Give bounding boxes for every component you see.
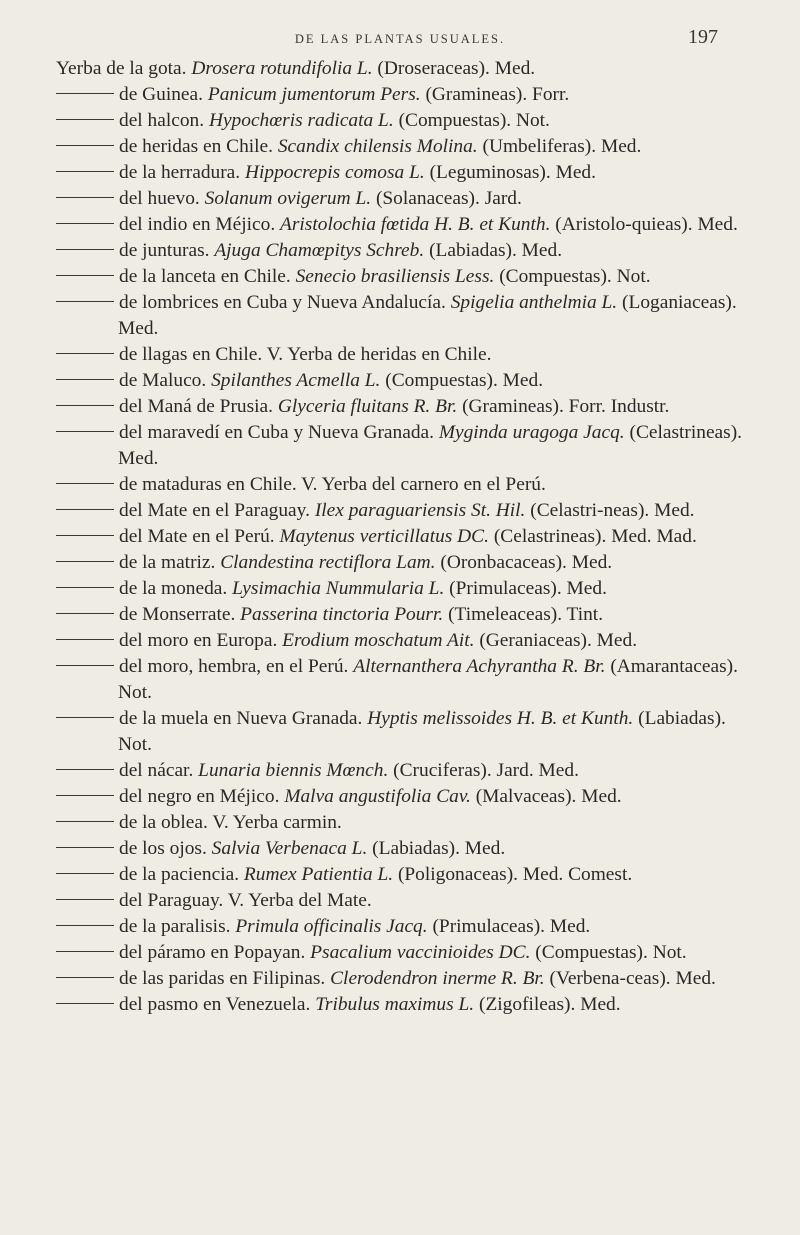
entry xyxy=(56,342,746,368)
entry-species: Hippocrepis comosa L. xyxy=(244,162,425,183)
ditto-dash xyxy=(56,249,114,250)
entry xyxy=(56,810,746,836)
entry-family-use: (Solanaceas). Jard. xyxy=(375,188,522,209)
entry-common-name: del moro, hembra, en el Perú. xyxy=(119,656,349,677)
entry-family-use: (Gramineas). Forr. xyxy=(425,84,570,105)
entry-common-name: del páramo en Popayan. xyxy=(119,942,306,963)
ditto-dash xyxy=(56,197,114,198)
entry xyxy=(56,524,746,550)
entry-common-name: de la moneda. xyxy=(119,578,228,599)
ditto-dash xyxy=(56,145,114,146)
entry-family-use: (Geraniaceas). Med. xyxy=(479,630,638,651)
entry-common-name: del negro en Méjico. xyxy=(119,786,280,807)
entry-family-use: (Umbeliferas). Med. xyxy=(482,136,642,157)
entry xyxy=(56,784,746,810)
entry-common-name: de lombrices en Cuba y Nueva Andalucía. xyxy=(119,292,446,313)
entry-family-use: (Aristolo-quieas). Med. xyxy=(555,214,738,235)
ditto-dash xyxy=(56,977,114,978)
ditto-dash xyxy=(56,899,114,900)
entry xyxy=(56,862,746,888)
entry-common-name: del Mate en el Paraguay. xyxy=(119,500,310,521)
page-number: 197 xyxy=(688,26,718,48)
entry-family-use: (Labiadas). Med. xyxy=(429,240,563,261)
entry-species: Erodium moschatum Ait. xyxy=(282,630,475,651)
entry-family-use: (Oronbacaceas). Med. xyxy=(440,552,613,573)
entry xyxy=(56,498,746,524)
entry-common-name: del pasmo en Venezuela. xyxy=(119,994,311,1015)
entry-family-use: (Zigofileas). Med. xyxy=(478,994,621,1015)
entry-common-name: del moro en Europa. xyxy=(119,630,278,651)
entry-species: Senecio brasiliensis Less. xyxy=(295,266,495,287)
entry-list xyxy=(56,56,746,1018)
entry xyxy=(56,992,746,1018)
entry-species: Ajuga Chamœpitys Schreb. xyxy=(214,240,425,261)
entry-species: Spigelia anthelmia L. xyxy=(450,292,618,313)
entry-family-use: (Leguminosas). Med. xyxy=(429,162,596,183)
entry xyxy=(56,758,746,784)
entry-family-use: (Compuestas). Not. xyxy=(499,266,651,287)
entry-common-name: de los ojos. xyxy=(119,838,207,859)
entry-species: Rumex Patientia L. xyxy=(243,864,394,885)
entry-family-use: (Celastrineas). Med. xyxy=(118,422,743,469)
ditto-dash xyxy=(56,171,114,172)
entry-family-use: (Verbena-ceas). Med. xyxy=(549,968,716,989)
entry xyxy=(56,914,746,940)
entry xyxy=(56,186,746,212)
entry-family-use: (Primulaceas). Med. xyxy=(449,578,607,599)
entry-common-name: del indio en Méjico. xyxy=(119,214,276,235)
entry-common-name: de la lanceta en Chile. xyxy=(119,266,291,287)
ditto-dash xyxy=(56,119,114,120)
entry xyxy=(56,706,746,758)
entry-common-name: de las paridas en Filipinas. xyxy=(119,968,326,989)
entry-common-name: de Monserrate. xyxy=(119,604,236,625)
entry-family-use: (Poligonaceas). Med. Comest. xyxy=(397,864,633,885)
entry-common-name: de la paciencia. xyxy=(119,864,240,885)
entry-species: Drosera rotundifolia L. xyxy=(191,58,373,79)
entry xyxy=(56,368,746,394)
entry-family-use: (Timeleaceas). Tint. xyxy=(448,604,604,625)
entry xyxy=(56,472,746,498)
entry-common-name: del Paraguay. V. Yerba del Mate. xyxy=(119,890,372,911)
ditto-dash xyxy=(56,639,114,640)
ditto-dash xyxy=(56,821,114,822)
entry-common-name: del halcon. xyxy=(119,110,205,131)
entry-species: Tribulus maximus L. xyxy=(315,994,475,1015)
entry-common-name: de la muela en Nueva Granada. xyxy=(119,708,363,729)
entry xyxy=(56,238,746,264)
entry-species: Spilanthes Acmella L. xyxy=(211,370,381,391)
ditto-dash xyxy=(56,301,114,302)
entry xyxy=(56,394,746,420)
entry xyxy=(56,628,746,654)
entry-species: Malva angustifolia Cav. xyxy=(284,786,471,807)
ditto-dash xyxy=(56,587,114,588)
ditto-dash xyxy=(56,769,114,770)
entry xyxy=(56,576,746,602)
ditto-dash xyxy=(56,873,114,874)
entry-species: Panicum jumentorum Pers. xyxy=(207,84,421,105)
ditto-dash xyxy=(56,535,114,536)
entry-species: Clandestina rectiflora Lam. xyxy=(220,552,436,573)
ditto-dash xyxy=(56,847,114,848)
entry-species: Glyceria fluitans R. Br. xyxy=(277,396,458,417)
entry-species: Clerodendron inerme R. Br. xyxy=(330,968,545,989)
ditto-dash xyxy=(56,613,114,614)
entry-species: Lysimachia Nummularia L. xyxy=(232,578,445,599)
entry-species: Solanum ovigerum L. xyxy=(204,188,372,209)
entry-common-name: de Maluco. xyxy=(119,370,207,391)
ditto-dash xyxy=(56,665,114,666)
entry-common-name: de la matriz. xyxy=(119,552,216,573)
entry-common-name: de llagas en Chile. V. Yerba de heridas en Chile. xyxy=(119,344,492,365)
entry-family-use: (Gramineas). Forr. Industr. xyxy=(462,396,670,417)
entry-common-name: del huevo. xyxy=(119,188,200,209)
ditto-dash xyxy=(56,509,114,510)
entry-common-name: del Maná de Prusia. xyxy=(119,396,274,417)
entry-species: Myginda uragoga Jacq. xyxy=(438,422,625,443)
entry xyxy=(56,888,746,914)
entry-species: Ilex paraguariensis St. Hil. xyxy=(314,500,526,521)
ditto-dash xyxy=(56,1003,114,1004)
ditto-dash xyxy=(56,379,114,380)
entry-species: Salvia Verbenaca L. xyxy=(211,838,368,859)
entry xyxy=(56,108,746,134)
entry xyxy=(56,940,746,966)
entry-common-name: del maravedí en Cuba y Nueva Granada. xyxy=(119,422,434,443)
ditto-dash xyxy=(56,483,114,484)
ditto-dash xyxy=(56,353,114,354)
entry-common-name: Yerba de la gota. xyxy=(56,58,187,79)
entry xyxy=(56,654,746,706)
ditto-dash xyxy=(56,951,114,952)
entry xyxy=(56,550,746,576)
ditto-dash xyxy=(56,795,114,796)
entry-species: Primula officinalis Jacq. xyxy=(235,916,428,937)
running-title: DE LAS PLANTAS USUALES. xyxy=(294,32,506,46)
ditto-dash xyxy=(56,223,114,224)
entry xyxy=(56,82,746,108)
entry-common-name: del Mate en el Perú. xyxy=(119,526,275,547)
entry xyxy=(56,420,746,472)
entry-species: Scandix chilensis Molina. xyxy=(277,136,478,157)
ditto-dash xyxy=(56,93,114,94)
entry-common-name: de la herradura. xyxy=(119,162,241,183)
entry-common-name: de Guinea. xyxy=(119,84,203,105)
ditto-dash xyxy=(56,405,114,406)
entry-common-name: del nácar. xyxy=(119,760,194,781)
entry-family-use: (Compuestas). Not. xyxy=(398,110,550,131)
entry-species: Passerina tinctoria Pourr. xyxy=(240,604,444,625)
entry-family-use: (Loganiaceas). Med. xyxy=(118,292,737,339)
ditto-dash xyxy=(56,431,114,432)
entry-species: Hyptis melissoides H. B. et Kunth. xyxy=(367,708,634,729)
entry xyxy=(56,836,746,862)
entry-species: Aristolochia fœtida H. B. et Kunth. xyxy=(280,214,551,235)
entry xyxy=(56,290,746,342)
entry-family-use: (Droseraceas). Med. xyxy=(377,58,536,79)
ditto-dash xyxy=(56,275,114,276)
ditto-dash xyxy=(56,925,114,926)
entry-species: Hypochœris radicata L. xyxy=(208,110,394,131)
entry-common-name: de heridas en Chile. xyxy=(119,136,273,157)
entry-family-use: (Amarantaceas). Not. xyxy=(118,656,738,703)
entry xyxy=(56,56,746,82)
entry-common-name: de mataduras en Chile. V. Yerba del carnero en el Perú. xyxy=(119,474,546,495)
entry-species: Lunaria biennis Mœnch. xyxy=(198,760,389,781)
entry-family-use: (Compuestas). Med. xyxy=(385,370,544,391)
entry xyxy=(56,264,746,290)
entry-family-use: (Celastri-neas). Med. xyxy=(530,500,695,521)
entry xyxy=(56,134,746,160)
entry-family-use: (Cruciferas). Jard. Med. xyxy=(393,760,579,781)
entry xyxy=(56,602,746,628)
entry-common-name: de la oblea. V. Yerba carmin. xyxy=(119,812,342,833)
entry-family-use: (Labiadas). Med. xyxy=(372,838,506,859)
ditto-dash xyxy=(56,561,114,562)
entry xyxy=(56,160,746,186)
entry-family-use: (Primulaceas). Med. xyxy=(432,916,591,937)
entry-species: Psacalium vaccinioides DC. xyxy=(310,942,531,963)
entry-common-name: de junturas. xyxy=(119,240,210,261)
entry-family-use: (Celastrineas). Med. Mad. xyxy=(493,526,697,547)
entry xyxy=(56,966,746,992)
entry-family-use: (Malvaceas). Med. xyxy=(475,786,622,807)
entry xyxy=(56,212,746,238)
entry-species: Alternanthera Achyrantha R. Br. xyxy=(353,656,606,677)
ditto-dash xyxy=(56,717,114,718)
entry-species: Maytenus verticillatus DC. xyxy=(279,526,489,547)
entry-common-name: de la paralisis. xyxy=(119,916,231,937)
entry-family-use: (Compuestas). Not. xyxy=(535,942,687,963)
entry-family-use: (Labiadas). Not. xyxy=(118,708,726,755)
